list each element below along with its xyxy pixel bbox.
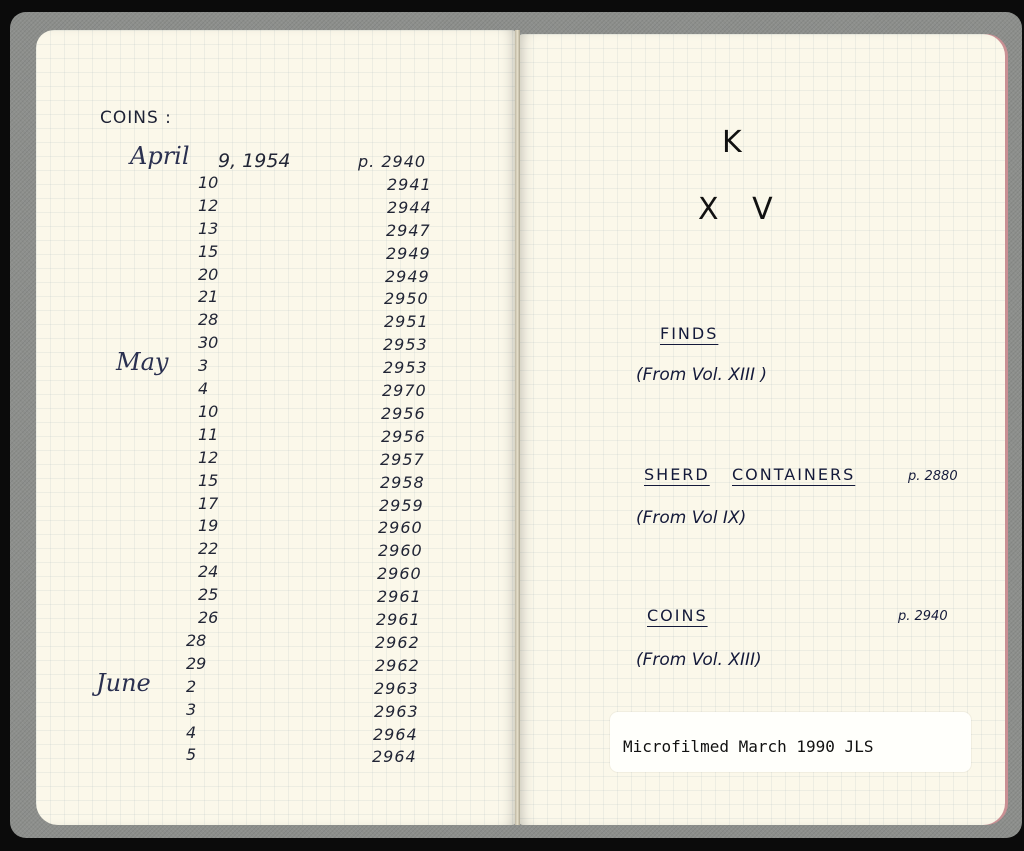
finds-heading: FINDS (660, 324, 719, 343)
ledger-page: 2956 (381, 403, 426, 423)
month-label: June (96, 668, 151, 697)
ledger-day: 22 (198, 539, 219, 559)
microfilm-label: Microfilmed March 1990 JLS (623, 737, 874, 756)
month-label: May (116, 348, 169, 377)
ledger-day: 19 (198, 516, 219, 536)
ledger-page: 2944 (387, 197, 432, 217)
ledger-day: 29 (186, 653, 207, 673)
coins-source: (From Vol. XIII) (636, 650, 762, 670)
ledger-page: 2956 (381, 426, 426, 446)
ledger-page: 2947 (386, 220, 431, 240)
ledger-page: 2963 (374, 701, 419, 721)
ledger-day: 11 (198, 424, 219, 444)
ledger-page: 2949 (386, 243, 431, 263)
volume-number: X V (698, 192, 785, 227)
coins-heading: COINS (647, 606, 708, 625)
ledger-page: 2953 (383, 358, 428, 378)
ledger-page: 2961 (377, 587, 422, 607)
sherd-source: (From Vol IX) (636, 508, 747, 528)
ledger-page: 2941 (387, 174, 432, 194)
ledger-day: 13 (198, 218, 219, 238)
ledger-day: 9, 1954 (218, 150, 291, 172)
ledger-day: 21 (198, 287, 219, 307)
ledger-day: 24 (198, 562, 219, 582)
ledger-day: 15 (198, 470, 219, 490)
ledger-day: 25 (198, 585, 219, 605)
ledger-page: 2964 (373, 724, 418, 744)
ledger-day: 15 (198, 241, 219, 261)
book-gutter (515, 30, 520, 825)
coins-page-ref: p. 2940 (898, 609, 948, 624)
ledger-day: 20 (198, 264, 219, 284)
right-page (519, 34, 1005, 825)
ledger-page: 2964 (372, 747, 417, 767)
finds-source: (From Vol. XIII ) (636, 365, 768, 385)
containers-heading: CONTAINERS (732, 465, 856, 484)
ledger-day: 26 (198, 608, 219, 627)
ledger-day: 4 (198, 379, 209, 398)
ledger-day: 10 (198, 172, 219, 192)
ledger-page: 2962 (375, 655, 420, 675)
ledger-day: 3 (186, 699, 197, 719)
coins-title: COINS : (100, 108, 172, 128)
ledger-day: 5 (186, 745, 197, 765)
ledger-day: 28 (186, 630, 207, 650)
ledger-day: 10 (198, 401, 219, 421)
ledger-page: 2957 (380, 449, 425, 469)
ledger-page: 2950 (384, 289, 429, 309)
ledger-page: p. 2940 (358, 152, 427, 171)
ledger-page: 2970 (382, 381, 427, 400)
sherd-heading: SHERD (644, 465, 710, 484)
ledger-page: 2960 (378, 541, 423, 561)
ledger-day: 28 (198, 310, 219, 330)
ledger-page: 2958 (380, 472, 425, 492)
sherd-page-ref: p. 2880 (908, 469, 958, 484)
ledger-day: 3 (198, 356, 209, 376)
ledger-page: 2960 (378, 518, 423, 538)
ledger-page: 2961 (376, 610, 421, 629)
ledger-day: 30 (198, 333, 219, 353)
ledger-page: 2949 (385, 266, 430, 286)
ledger-page: 2953 (383, 335, 428, 355)
ledger-page: 2959 (379, 495, 424, 515)
ledger-page: 2960 (377, 564, 422, 584)
ledger-day: 17 (198, 493, 219, 513)
month-label: April (130, 142, 190, 170)
ledger-day: 2 (186, 676, 197, 696)
notebook-letter: K (722, 125, 742, 160)
ledger-day: 12 (198, 195, 219, 215)
ledger-day: 12 (198, 447, 219, 467)
ledger-page: 2963 (374, 678, 419, 698)
ledger-page: 2951 (384, 312, 429, 332)
ledger-page: 2962 (375, 632, 420, 652)
ledger-day: 4 (186, 722, 197, 742)
